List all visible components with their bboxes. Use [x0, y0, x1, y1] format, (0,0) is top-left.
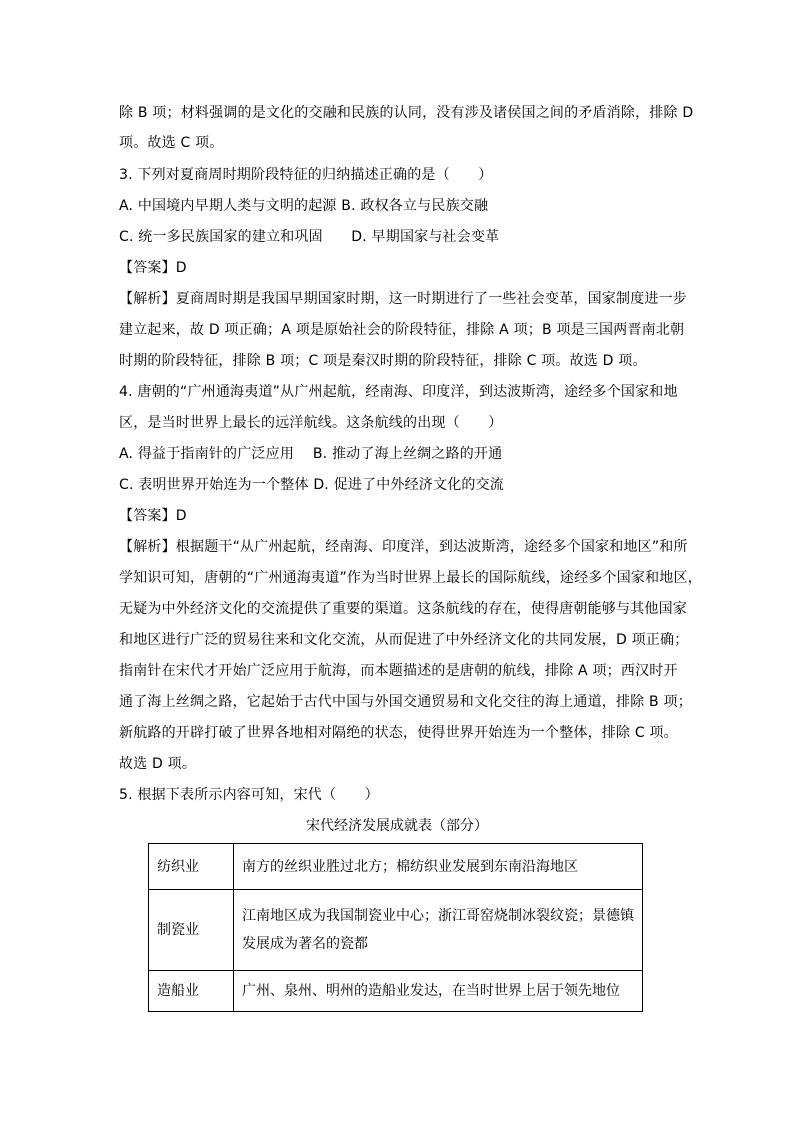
text-line: 除 B 项；材料强调的是文化的交融和民族的认同，没有涉及诸侯国之间的矛盾消除，排除 D [119, 105, 694, 121]
text-line: 和地区进行广泛的贸易往来和文化交流，从而促进了中外经济文化的共同发展，D 项正确； [119, 632, 689, 648]
text-line: 故选 D 项。 [119, 756, 197, 772]
text-line: 时期的阶段特征，排除 B 项；C 项是秦汉时期的阶段特征，排除 C 项。故选 D 项。 [119, 353, 647, 369]
table-row [149, 971, 643, 1012]
analysis-3: 【解析】夏商周时期是我国早期国家时期，这一时期进行了一些社会变革，国家制度进一步 [119, 291, 687, 307]
table-caption: 宋代经济发展成就表（部分） [306, 818, 488, 834]
text-line: 项。故选 C 项。 [119, 135, 224, 151]
text-line: 指南针在宋代才开始广泛应用于航海，而本题描述的是唐朝的航线，排除 A 项；西汉时开 [119, 663, 678, 679]
answer-3: 【答案】D [119, 260, 187, 276]
question-4-options-cd: C. 表明世界开始连为一个整体 D. 促进了中外经济文化的交流 [119, 477, 505, 493]
table-cell-category: 造船业 [149, 971, 234, 1012]
text-line: 区，是当时世界上最长的远洋航线。这条航线的出现（ ） [119, 415, 503, 431]
table-cell-content: 江南地区成为我国制瓷业中心；浙江哥窑烧制冰裂纹瓷；景德镇发展成为著名的瓷都 [234, 890, 643, 971]
table-cell-category: 纺织业 [149, 844, 234, 890]
table-cell-content: 广州、泉州、明州的造船业发达，在当时世界上居于领先地位 [234, 971, 643, 1012]
table-row [149, 890, 643, 971]
question-3-stem: 3. 下列对夏商周时期阶段特征的归纳描述正确的是（ ） [119, 167, 493, 183]
text-line: 通了海上丝绸之路，它起始于古代中国与外国交通贸易和文化交往的海上通道，排除 B 项； [119, 694, 692, 710]
text-line: 建立起来，故 D 项正确；A 项是原始社会的阶段特征，排除 A 项；B 项是三国两晋南北朝 [119, 322, 685, 338]
table-row [149, 844, 643, 890]
text-line: 新航路的开辟打破了世界各地相对隔绝的状态，使得世界开始连为一个整体，排除 C 项。 [119, 725, 678, 741]
table-cell-category: 制瓷业 [149, 890, 234, 971]
text-line: 学知识可知，唐朝的“广州通海夷道”作为当时世界上最长的国际航线，途经多个国家和地区， [119, 570, 702, 586]
question-3-options-cd: C. 统一多民族国家的建立和巩固 D. 早期国家与社会变革 [119, 229, 500, 245]
economy-table [148, 843, 643, 1012]
text-line: 无疑为中外经济文化的交流提供了重要的渠道。这条航线的存在，使得唐朝能够与其他国家 [119, 601, 687, 617]
question-4-options-ab: A. 得益于指南针的广泛应用 B. 推动了海上丝绸之路的开通 [119, 446, 503, 462]
question-3-options-ab: A. 中国境内早期人类与文明的起源 B. 政权各立与民族交融 [119, 198, 489, 214]
table-cell-content: 南方的丝织业胜过北方；棉纺织业发展到东南沿海地区 [234, 844, 643, 890]
question-5-stem: 5. 根据下表所示内容可知，宋代（ ） [119, 787, 379, 803]
answer-4: 【答案】D [119, 508, 187, 524]
analysis-4: 【解析】根据题干“从广州起航，经南海、印度洋，到达波斯湾，途经多个国家和地区”和所 [119, 539, 688, 555]
question-4-stem: 4. 唐朝的“广州通海夷道”从广州起航，经南海、印度洋，到达波斯湾，途经多个国家和地 [119, 384, 678, 400]
